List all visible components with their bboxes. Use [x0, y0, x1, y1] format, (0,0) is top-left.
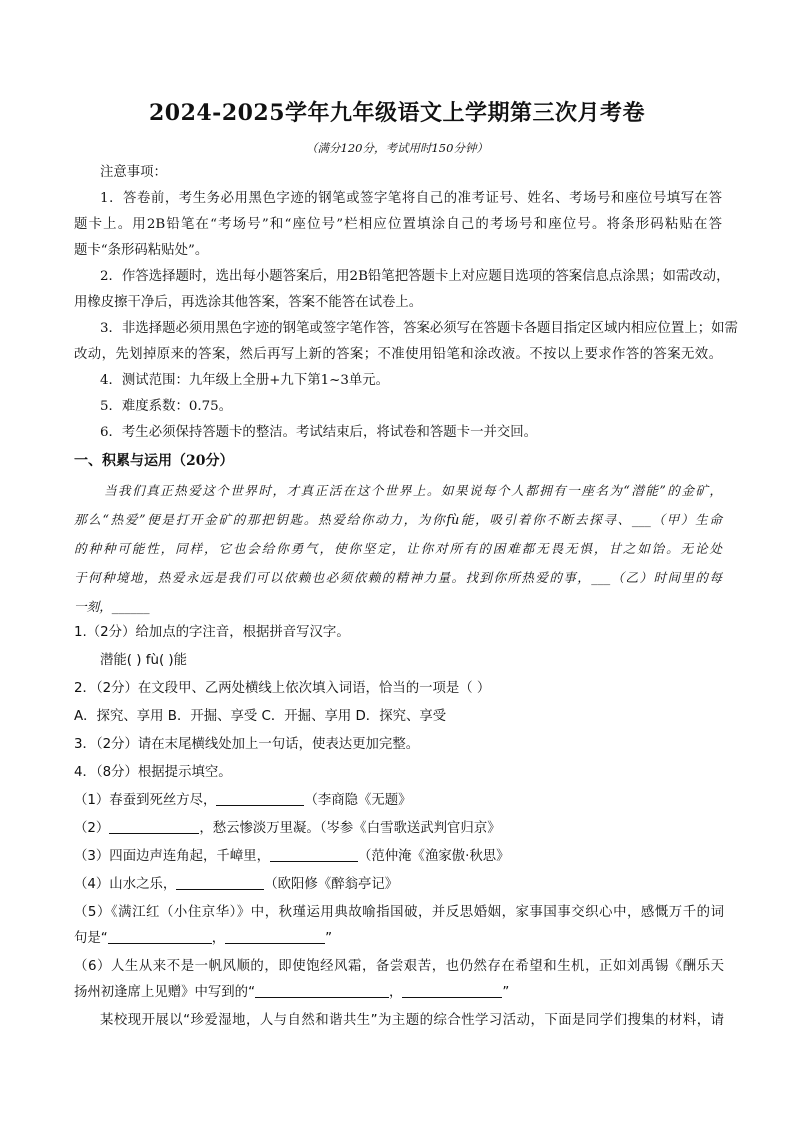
- passage-line: 的种种可能性，同样，它也会给你勇气，使你坚定，让你对所有的困难都无畏无惧，甘之如饴。无论处: [74, 541, 722, 556]
- notice-line: 4．测试范围：九年级上全册+九下第1~3单元。: [100, 373, 390, 388]
- notice-line: 用橡皮擦干净后，再选涂其他答案，答案不能答在试卷上。: [74, 295, 423, 310]
- answer-blank[interactable]: [109, 817, 199, 834]
- question-text: （1）春蚕到死丝方尽，: [74, 793, 217, 808]
- punct: ，: [211, 931, 226, 946]
- question-text: 句是“: [74, 931, 108, 946]
- notice-line: 5．难度系数：0.75。: [100, 399, 233, 414]
- notice-line: 改动，先划掉原来的答案，然后再写上新的答案；不准使用铅笔和涂改液。不按以上要求作答的答案无效。: [74, 347, 722, 362]
- punct: ，: [389, 985, 403, 1000]
- question-4-6-cont: [74, 980, 724, 1006]
- answer-blank[interactable]: [108, 927, 212, 944]
- answer-blank[interactable]: [176, 873, 264, 890]
- notice-heading: 注意事项：: [100, 165, 167, 180]
- page-title: 2024-2025学年九年级语文上学期第三次月考卷: [148, 100, 646, 126]
- question-4-6: （6）人生从来不是一帆风顺的，即使饱经风霜，备尝艰苦，也仍然存在希望和生机，正如刘禹锡《酬乐天: [74, 959, 724, 974]
- notice-line: 6．考生必须保持答题卡的整洁。考试结束后，将试卷和答题卡一并交回。: [100, 425, 538, 440]
- question-2-options: A．探究、享用 B．开掘、享受 C．开掘、享用 D．探究、享受: [74, 709, 447, 724]
- question-1-items: 潜能( ) fù( )能: [100, 653, 188, 668]
- question-source: （李商隐《无题》: [304, 793, 412, 808]
- passage-line: 当我们真正热爱这个世界时，才真正活在这个世界上。如果说每个人都拥有一座名为“潜能”的金矿，: [104, 483, 722, 498]
- answer-blank[interactable]: [402, 981, 502, 998]
- notice-line: 题卡上。用2B铅笔在“考场号”和“座位号”栏相应位置填涂自己的考场号和座位号。将条形码粘贴在答: [74, 217, 722, 232]
- question-text: （4）山水之乐，: [74, 877, 177, 892]
- passage-line: 一刻，______: [74, 599, 150, 614]
- answer-blank[interactable]: [216, 789, 304, 806]
- passage-line: 那么“热爱”便是打开金矿的那把钥匙。热爱给你动力，为你fù能，吸引着你不断去探寻、___（甲）生命: [74, 512, 722, 527]
- answer-blank[interactable]: [225, 927, 325, 944]
- question-text: （2）: [74, 821, 110, 836]
- notice-line: 3．非选择题必须用黑色字迹的钢笔或签字笔作答，答案必须写在答题卡各题目指定区域内相应位置上；如需: [100, 321, 738, 336]
- question-text: （3）四面边声连角起，千嶂里，: [74, 849, 270, 864]
- question-3: 3．（2分）请在末尾横线处加上一句话，使表达更加完整。: [74, 737, 420, 752]
- question-4-4: [74, 872, 724, 898]
- question-4-2: [74, 816, 724, 842]
- question-4-1: [74, 788, 724, 814]
- question-4-5-cont: [74, 926, 724, 952]
- answer-blank[interactable]: [270, 845, 358, 862]
- notice-line: 题卡“条形码粘贴处”。: [74, 243, 209, 258]
- question-source: （范仲淹《渔家傲·秋思》: [358, 849, 510, 864]
- notice-line: 2．作答选择题时，选出每小题答案后，用2B铅笔把答题卡上对应题目选项的答案信息点涂黑；如需改动，: [100, 269, 730, 284]
- question-4-5: （5）《满江红（小住京华）》中，秋瑾运用典故喻指国破，并反思婚姻，家事国事交织心中，感慨万千的词: [74, 905, 724, 920]
- answer-blank[interactable]: [255, 981, 389, 998]
- question-text: 扬州初逢席上见赠》中写到的“: [74, 985, 256, 1000]
- punct: ”: [502, 985, 510, 1000]
- question-source: （欧阳修《醉翁亭记》: [264, 877, 399, 892]
- question-source: ，愁云惨淡万里凝。（岑参《白雪歌送武判官归京》: [199, 821, 501, 836]
- notice-line: 1．答卷前，考生务必用黑色字迹的钢笔或签字笔将自己的准考证号、姓名、考场号和座位号填写在答: [100, 191, 722, 206]
- question-4-3: [74, 844, 724, 870]
- punct: ”: [325, 931, 333, 946]
- material-intro: 某校现开展以“珍爱湿地，人与自然和谐共生”为主题的综合性学习活动，下面是同学们搜集的材料，请: [100, 1013, 724, 1028]
- question-2: 2．（2分）在文段甲、乙两处横线上依次填入词语，恰当的一项是（ ）: [74, 681, 491, 696]
- section-heading: 一、积累与运用（20分）: [74, 453, 234, 469]
- question-4: 4．（8分）根据提示填空。: [74, 765, 232, 780]
- question-1: 1.（2分）给加点的字注音，根据拼音写汉字。: [74, 625, 350, 640]
- passage-line: 于何种境地，热爱永远是我们可以依赖也必须依赖的精神力量。找到你所热爱的事，___（乙）时间里的每: [74, 570, 722, 585]
- page-subtitle: （满分120分，考试用时150分钟）: [306, 141, 488, 155]
